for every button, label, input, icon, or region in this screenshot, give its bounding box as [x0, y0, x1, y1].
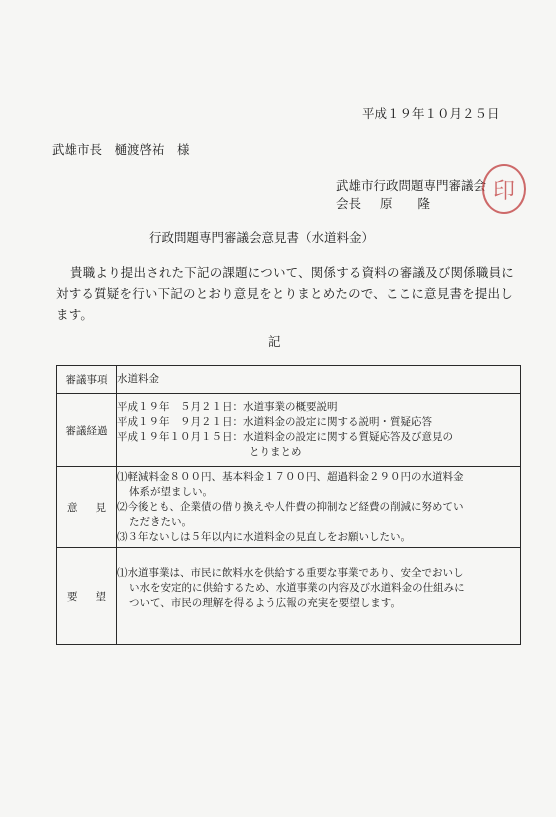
- opinion-line: ⑴軽減料金８００円、基本料金１７００円、超過料金２９０円の水道料金: [117, 470, 464, 483]
- row-label-opinion: 意 見: [57, 467, 117, 548]
- history-line: 平成１９年１０月１５日：水道料金の設定に関する質疑応答及び意見の: [117, 431, 453, 443]
- request-line: ついて、市民の理解を得るよう広報の充実を要望します。: [129, 597, 401, 609]
- sender-title: 会長: [336, 196, 362, 211]
- history-line: 平成１９年 ５月２１日：水道事業の概要説明: [117, 401, 338, 413]
- sender-name: 原 隆: [380, 196, 431, 211]
- ki-heading: 記: [268, 334, 281, 349]
- opinion-line: ただきたい。: [129, 515, 192, 528]
- document-date: 平成１９年１０月２５日: [362, 106, 500, 121]
- table-row: [57, 548, 521, 645]
- row-label-deliberation-item: 審議事項: [57, 366, 117, 394]
- row-label-deliberation-history: 審議経過: [57, 394, 117, 467]
- request-content: [117, 548, 521, 645]
- opinion-content: [117, 467, 521, 548]
- sender-organization: 武雄市行政問題専門審議会: [336, 178, 487, 193]
- deliberation-history-content: [117, 394, 521, 467]
- request-line: い水を安定的に供給するため、水道事業の内容及び水道料金の仕組みに: [129, 582, 465, 594]
- body-paragraph: 貴職より提出された下記の課題について、関係する資料の審議及び関係職員に対する質疑を行い下記のとおり意見をとりまとめたので、ここに意見書を提出します。: [56, 265, 515, 322]
- history-line: 平成１９年 ９月２１日：水道料金の設定に関する説明・質疑応答: [117, 416, 432, 428]
- table-row: [57, 467, 521, 548]
- opinion-line: 体系が望ましい。: [129, 485, 213, 498]
- document-title: 行政問題専門審議会意見書（水道料金）: [149, 230, 375, 245]
- opinion-line: ⑵今後とも、企業債の借り換えや人件費の抑制など経費の削減に努めてい: [117, 500, 464, 513]
- request-line: ⑴水道事業は、市民に飲料水を供給する重要な事業であり、安全でおいし: [117, 567, 464, 579]
- deliberation-item-value: 水道料金: [117, 366, 521, 394]
- opinion-line: ⑶３年ないしは５年以内に水道料金の見直しをお願いしたい。: [117, 530, 411, 543]
- opinion-table: [56, 365, 521, 645]
- row-label-request: 要 望: [57, 548, 117, 645]
- history-line: とりまとめ: [249, 446, 302, 458]
- table-row: [57, 394, 521, 467]
- addressee: 武雄市長 樋渡啓祐 様: [52, 142, 190, 157]
- table-row: [57, 366, 521, 394]
- official-seal-stamp: 印: [482, 164, 526, 214]
